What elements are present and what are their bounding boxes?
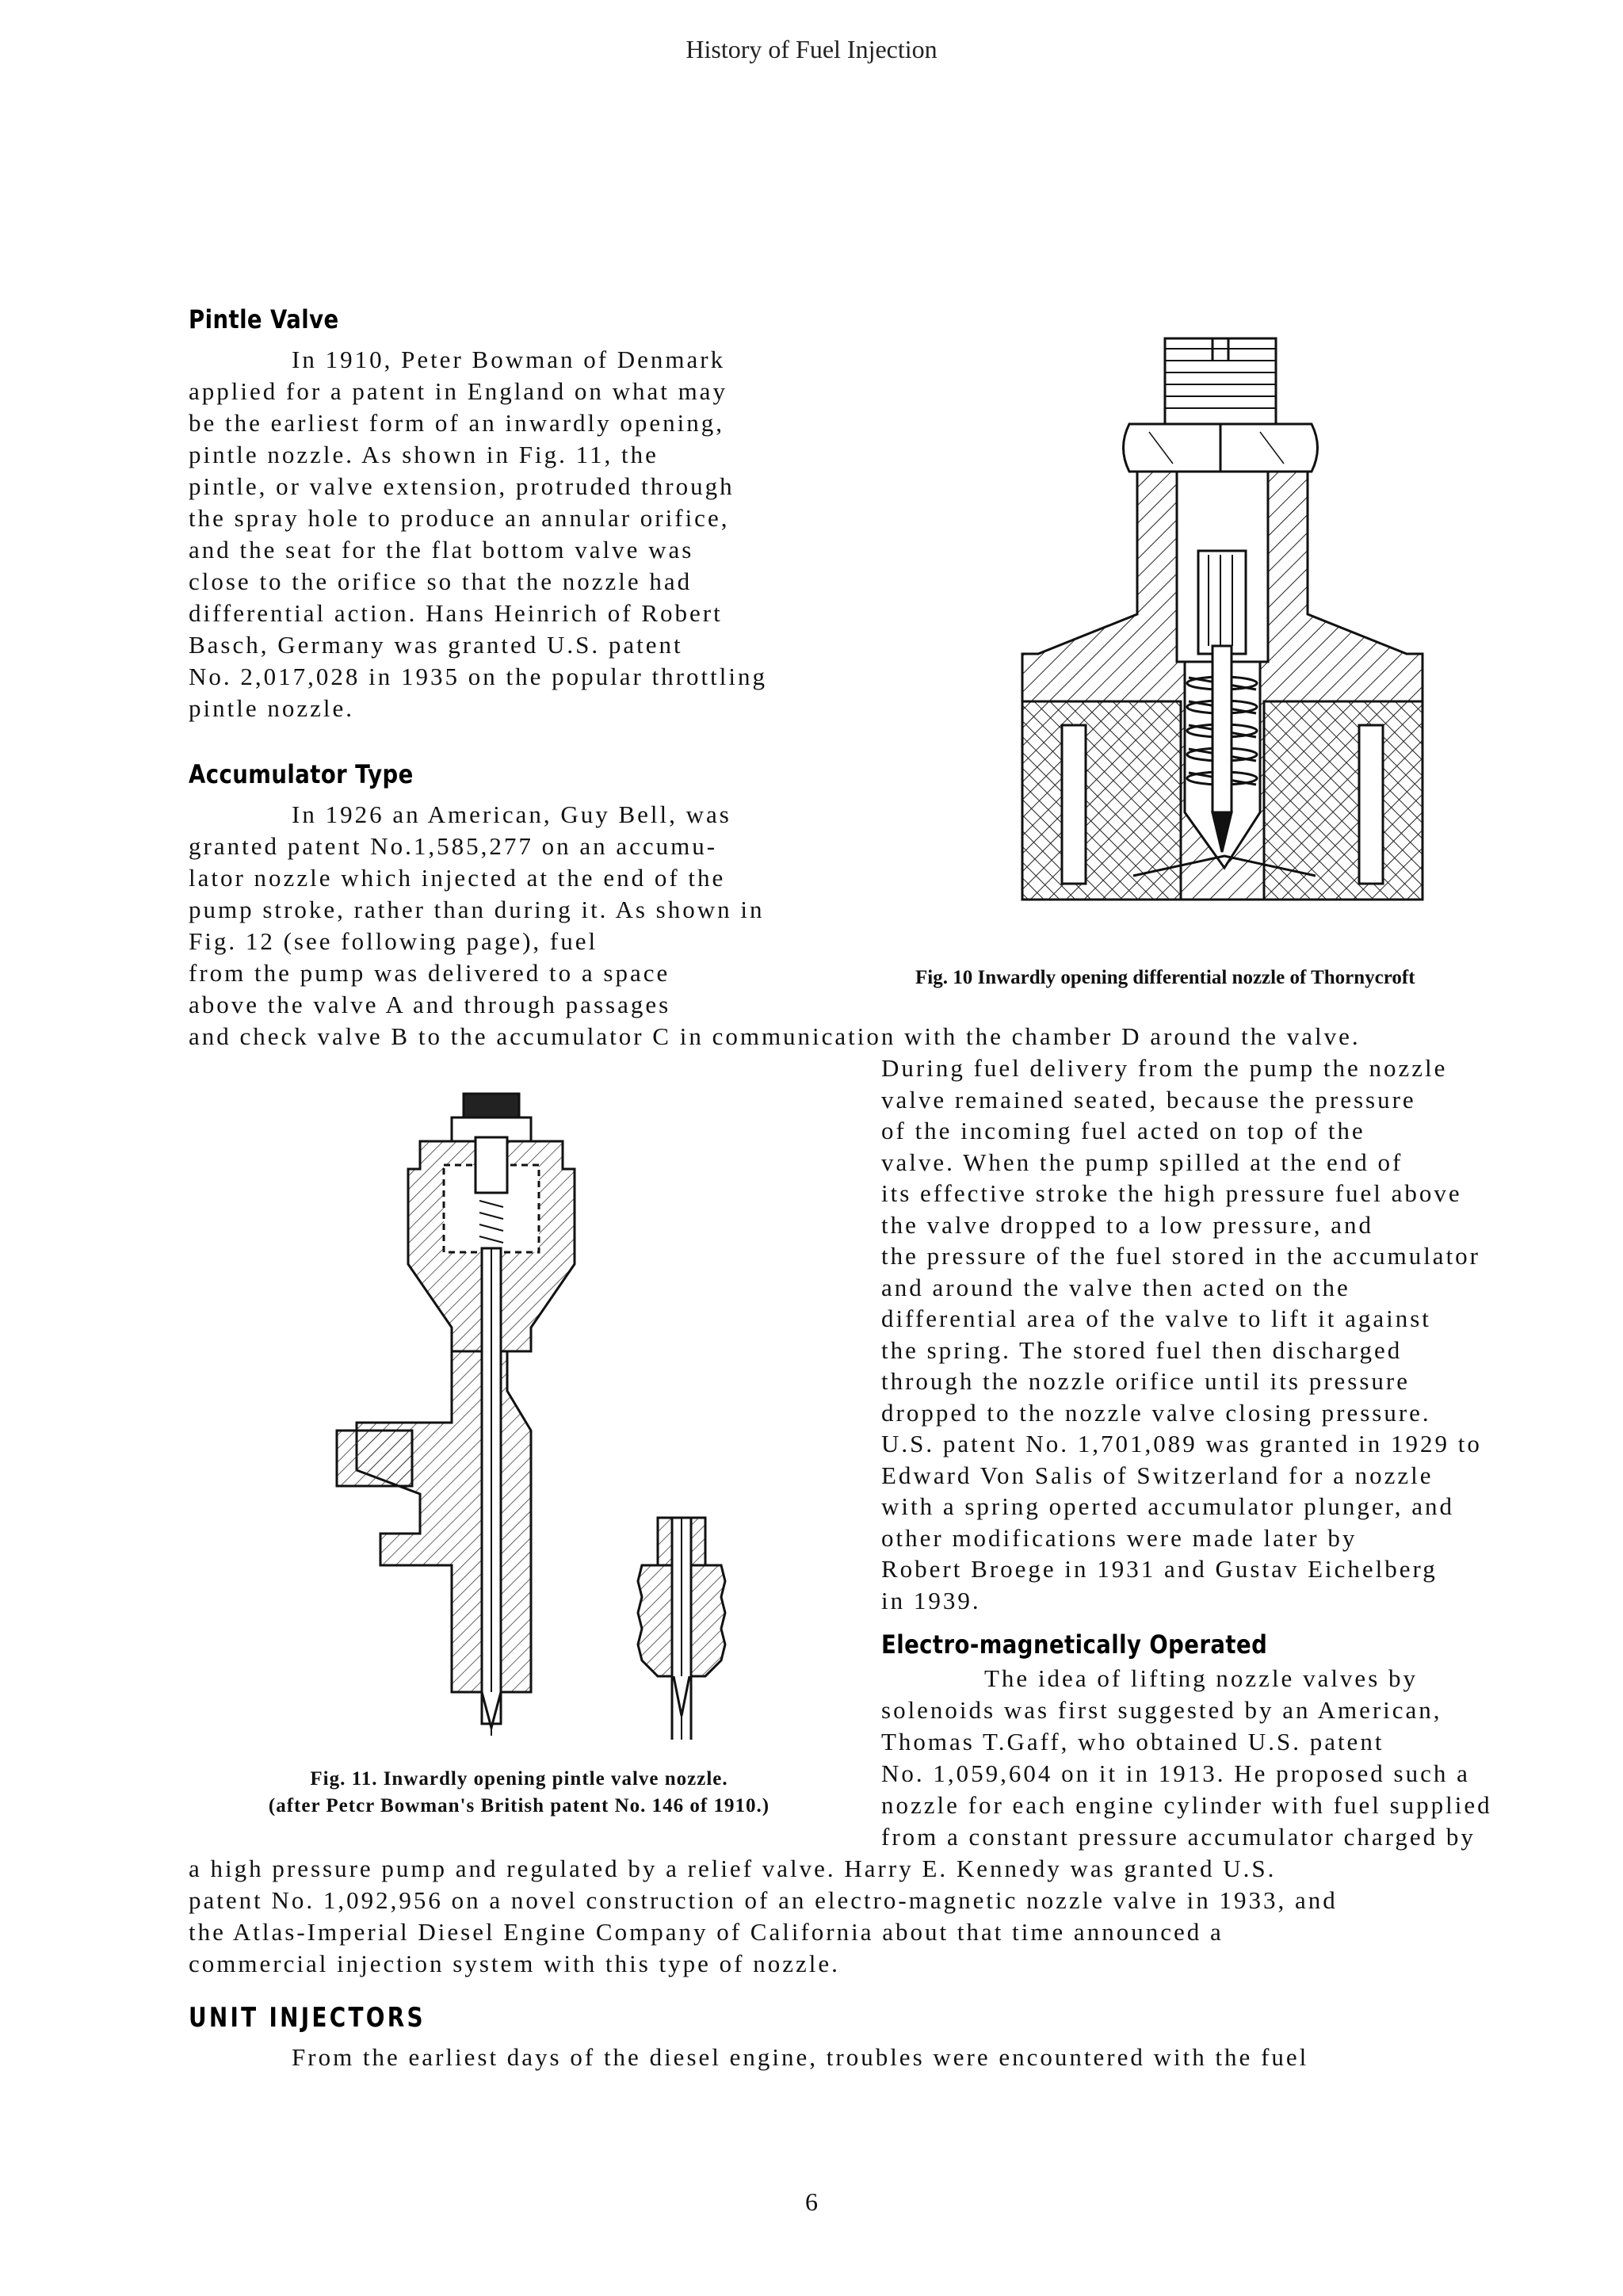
electro-paragraph-right (881, 1663, 1594, 1853)
section-heading-accumulator: Accumulator Type (189, 759, 414, 789)
text-line: be the earliest form of an inwardly opening, (189, 409, 725, 437)
fig11-caption-line2: (after Petcr Bowman's British patent No. 146 of 1910.) (268, 1795, 770, 1817)
text-line: In 1910, Peter Bowman of Denmark (292, 346, 726, 373)
text-line: the pressure of the fuel stored in the accumulator (881, 1242, 1480, 1270)
accumulator-paragraph-right (881, 1052, 1594, 1616)
text-line: Basch, Germany was granted U.S. patent (189, 631, 683, 659)
fig10-nozzle-drawing (991, 329, 1450, 915)
page-number: 6 (805, 2187, 818, 2216)
fig11-caption (190, 1766, 848, 1820)
text-line: Edward Von Salis of Switzerland for a nozzle (881, 1461, 1434, 1489)
text-line: other modifications were made later by (881, 1523, 1358, 1552)
pintle-paragraph (189, 344, 886, 724)
electro-paragraph-full (189, 1853, 1607, 1980)
text-line: above the valve A and through passages (189, 991, 671, 1018)
text-line: patent No. 1,092,956 on a novel construction of an electro-magnetic nozzle valve in 1933, and (189, 1886, 1338, 1914)
text-line: Robert Broege in 1931 and Gustav Eichelberg (881, 1555, 1438, 1583)
text-line: commercial injection system with this type of nozzle. (189, 1950, 840, 1977)
accumulator-paragraph-left (189, 799, 886, 1021)
running-title: History of Fuel Injection (685, 35, 938, 63)
text-line: differential action. Hans Heinrich of Robert (189, 599, 723, 627)
text-line: its effective stroke the high pressure fuel above (881, 1179, 1462, 1207)
text-line: of the incoming fuel acted on top of the (881, 1117, 1365, 1144)
text-line: and the seat for the flat bottom valve was (189, 536, 694, 563)
text-line: In 1926 an American, Guy Bell, was (292, 800, 731, 828)
text-line: applied for a patent in England on what may (189, 377, 727, 405)
text-line: granted patent No.1,585,277 on an accumu- (189, 832, 718, 860)
text-line: from a constant pressure accumulator charged by (881, 1823, 1476, 1851)
text-line: differential area of the valve to lift it against (881, 1305, 1431, 1332)
text-line: No. 1,059,604 on it in 1913. He proposed such a (881, 1759, 1470, 1787)
fig11-pintle-nozzle-drawing (333, 1090, 777, 1740)
unit-injectors-paragraph (189, 2042, 1607, 2073)
text-line: pump stroke, rather than during it. As shown in (189, 896, 765, 923)
text-line: valve remained seated, because the pressure (881, 1085, 1416, 1114)
section-heading-electro: Electro-magnetically Operated (881, 1629, 1268, 1660)
text-line: through the nozzle orifice until its pressure (881, 1367, 1411, 1395)
fig10-caption: Fig. 10 Inwardly opening differential nozzle of Thornycroft (915, 967, 1415, 988)
text-line: nozzle for each engine cylinder with fuel supplied (881, 1791, 1492, 1819)
text-line: Thomas T.Gaff, who obtained U.S. patent (881, 1728, 1384, 1755)
text-line: and around the valve then acted on the (881, 1273, 1350, 1301)
text-line: U.S. patent No. 1,701,089 was granted in 1929 to (881, 1430, 1482, 1457)
accumulator-full-line: and check valve B to the accumulator C in communication with the chamber D around the valve. (189, 1022, 1361, 1050)
text-line: the Atlas-Imperial Diesel Engine Company of California about that time announced a (189, 1918, 1224, 1946)
text-line: a high pressure pump and regulated by a relief valve. Harry E. Kennedy was granted U.S. (189, 1855, 1277, 1882)
text-line: lator nozzle which injected at the end of the (189, 864, 726, 892)
text-line: Fig. 12 (see following page), fuel (189, 927, 598, 955)
text-line: pintle nozzle. (189, 694, 354, 722)
text-line: solenoids was first suggested by an American, (881, 1696, 1442, 1724)
section-heading-pintle: Pintle Valve (189, 304, 339, 334)
text-line: close to the orifice so that the nozzle had (189, 567, 693, 595)
text-line: From the earliest days of the diesel engine, troubles were encountered with the fuel (292, 2043, 1309, 2071)
text-line: valve. When the pump spilled at the end of (881, 1148, 1403, 1176)
text-line: During fuel delivery from the pump the nozzle (881, 1054, 1448, 1082)
text-line: The idea of lifting nozzle valves by (984, 1664, 1419, 1692)
text-line: from the pump was delivered to a space (189, 959, 670, 987)
section-heading-unit-injectors: UNIT INJECTORS (189, 2002, 426, 2034)
text-line: pintle, or valve extension, protruded through (189, 472, 735, 500)
text-line: the valve dropped to a low pressure, and (881, 1210, 1374, 1239)
text-line: dropped to the nozzle valve closing pressure. (881, 1398, 1431, 1427)
text-line: with a spring operted accumulator plunger, and (881, 1492, 1454, 1520)
fig11-caption-line1: Fig. 11. Inwardly opening pintle valve nozzle. (310, 1768, 728, 1790)
text-line: pintle nozzle. As shown in Fig. 11, the (189, 441, 659, 468)
text-line: the spring. The stored fuel then discharged (881, 1335, 1403, 1364)
text-line: No. 2,017,028 in 1935 on the popular throttling (189, 663, 767, 690)
text-line: in 1939. (881, 1586, 981, 1614)
text-line: the spray hole to produce an annular orifice, (189, 504, 730, 532)
